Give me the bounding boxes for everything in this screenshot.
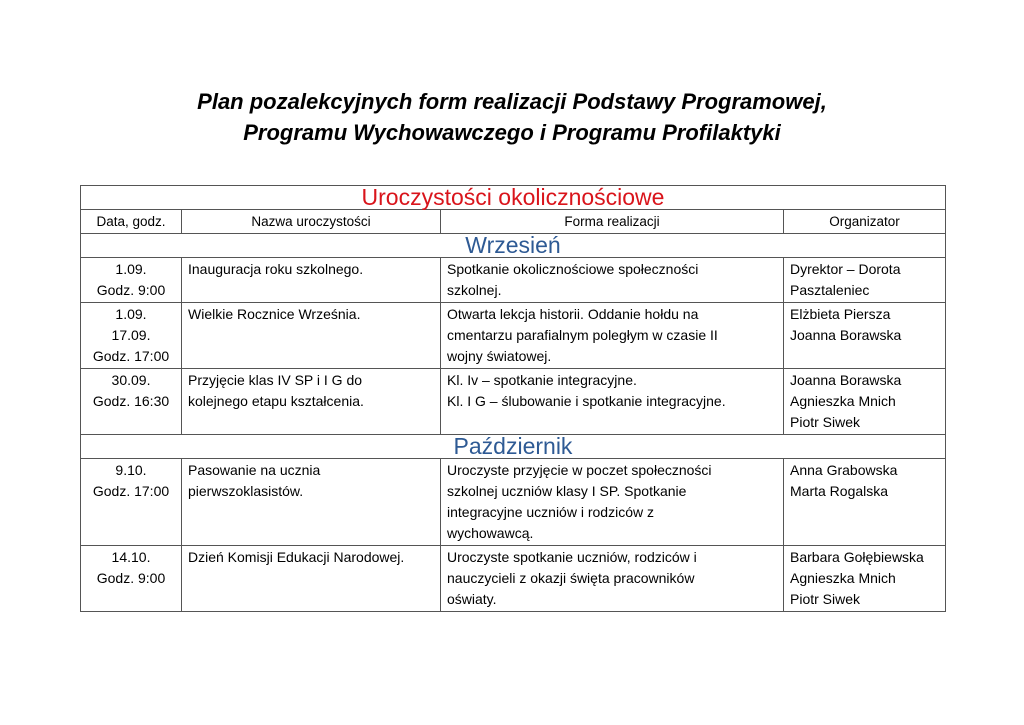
cell-line: Godz. 9:00 — [96, 282, 166, 298]
cell-form — [441, 369, 784, 435]
cell-line: 9.10. — [115, 462, 147, 478]
cell-line: cmentarzu parafialnym poległym w czasie II — [447, 327, 718, 343]
cell-organizer — [784, 546, 946, 612]
table-row — [81, 258, 946, 303]
header-form: Forma realizacji — [441, 210, 784, 234]
title-line-2: Programu Wychowawczego i Programu Profilaktyki — [243, 120, 781, 145]
cell-organizer — [784, 258, 946, 303]
cell-line: Piotr Siwek — [790, 591, 861, 607]
cell-line: wojny światowej. — [447, 348, 552, 364]
table-row — [81, 546, 946, 612]
cell-line: Przyjęcie klas IV SP i I G do — [188, 372, 363, 388]
cell-line: Kl. Iv – spotkanie integracyjne. — [447, 372, 637, 388]
header-name: Nazwa uroczystości — [182, 210, 441, 234]
cell-line: Inauguracja roku szkolnego. — [188, 261, 364, 277]
cell-line: 30.09. — [111, 372, 151, 388]
month-row — [81, 234, 946, 258]
cell-organizer — [784, 369, 946, 435]
cell-line: Elżbieta Piersza — [790, 306, 891, 322]
cell-line: 1.09. — [115, 261, 147, 277]
cell-line: Dzień Komisji Edukacji Narodowej. — [188, 549, 405, 565]
table-row — [81, 369, 946, 435]
cell-line: integracyjne uczniów i rodziców z — [447, 504, 654, 520]
cell-form — [441, 258, 784, 303]
cell-line: Kl. I G – ślubowanie i spotkanie integracyjne. — [447, 393, 726, 409]
events-table — [80, 185, 946, 612]
cell-line: Godz. 17:00 — [92, 348, 170, 364]
cell-line: pierwszoklasistów. — [188, 483, 304, 499]
cell-line: Godz. 16:30 — [92, 393, 170, 409]
cell-line: Uroczyste spotkanie uczniów, rodziców i — [447, 549, 697, 565]
cell-organizer — [784, 459, 946, 546]
cell-date — [81, 459, 182, 546]
section-title-row — [81, 186, 946, 210]
cell-line: wychowawcą. — [447, 525, 534, 541]
table-header-row — [81, 210, 946, 234]
cell-form — [441, 546, 784, 612]
cell-line: Godz. 9:00 — [96, 570, 166, 586]
cell-line: Anna Grabowska — [790, 462, 898, 478]
title-line-1: Plan pozalekcyjnych form realizacji Podstawy Programowej, — [197, 89, 827, 114]
cell-line: 17.09. — [111, 327, 151, 343]
cell-line: oświaty. — [447, 591, 497, 607]
section-title: Uroczystości okolicznościowe — [81, 186, 946, 210]
cell-line: Otwarta lekcja historii. Oddanie hołdu na — [447, 306, 699, 322]
cell-date — [81, 369, 182, 435]
cell-line: Piotr Siwek — [790, 414, 861, 430]
month-title: Październik — [81, 435, 946, 459]
cell-event-name — [182, 369, 441, 435]
cell-line: Pasowanie na ucznia — [188, 462, 321, 478]
cell-line: Pasztaleniec — [790, 282, 870, 298]
cell-event-name — [182, 459, 441, 546]
cell-form — [441, 459, 784, 546]
cell-line: kolejnego etapu kształcenia. — [188, 393, 364, 409]
cell-date — [81, 303, 182, 369]
cell-line: Marta Rogalska — [790, 483, 889, 499]
table-row — [81, 459, 946, 546]
cell-line: Agnieszka Mnich — [790, 570, 896, 586]
cell-event-name — [182, 546, 441, 612]
cell-line: szkolnej uczniów klasy I SP. Spotkanie — [447, 483, 687, 499]
month-title: Wrzesień — [81, 234, 946, 258]
cell-line: szkolnej. — [447, 282, 502, 298]
page-title — [0, 86, 1024, 148]
cell-line: Wielkie Rocznice Września. — [188, 306, 361, 322]
cell-line: Agnieszka Mnich — [790, 393, 896, 409]
cell-line: Dyrektor – Dorota — [790, 261, 901, 277]
cell-organizer — [784, 303, 946, 369]
table-row — [81, 303, 946, 369]
month-row — [81, 435, 946, 459]
cell-event-name — [182, 258, 441, 303]
cell-line: Joanna Borawska — [790, 372, 902, 388]
cell-line: Barbara Gołębiewska — [790, 549, 924, 565]
header-organizer: Organizator — [784, 210, 946, 234]
cell-line: 14.10. — [111, 549, 151, 565]
cell-line: 1.09. — [115, 306, 147, 322]
cell-date — [81, 546, 182, 612]
cell-line: Joanna Borawska — [790, 327, 902, 343]
cell-event-name — [182, 303, 441, 369]
header-date: Data, godz. — [81, 210, 182, 234]
cell-line: Uroczyste przyjęcie w poczet społeczności — [447, 462, 712, 478]
cell-line: Godz. 17:00 — [92, 483, 170, 499]
cell-date — [81, 258, 182, 303]
cell-line: nauczycieli z okazji święta pracowników — [447, 570, 695, 586]
cell-form — [441, 303, 784, 369]
cell-line: Spotkanie okolicznościowe społeczności — [447, 261, 699, 277]
